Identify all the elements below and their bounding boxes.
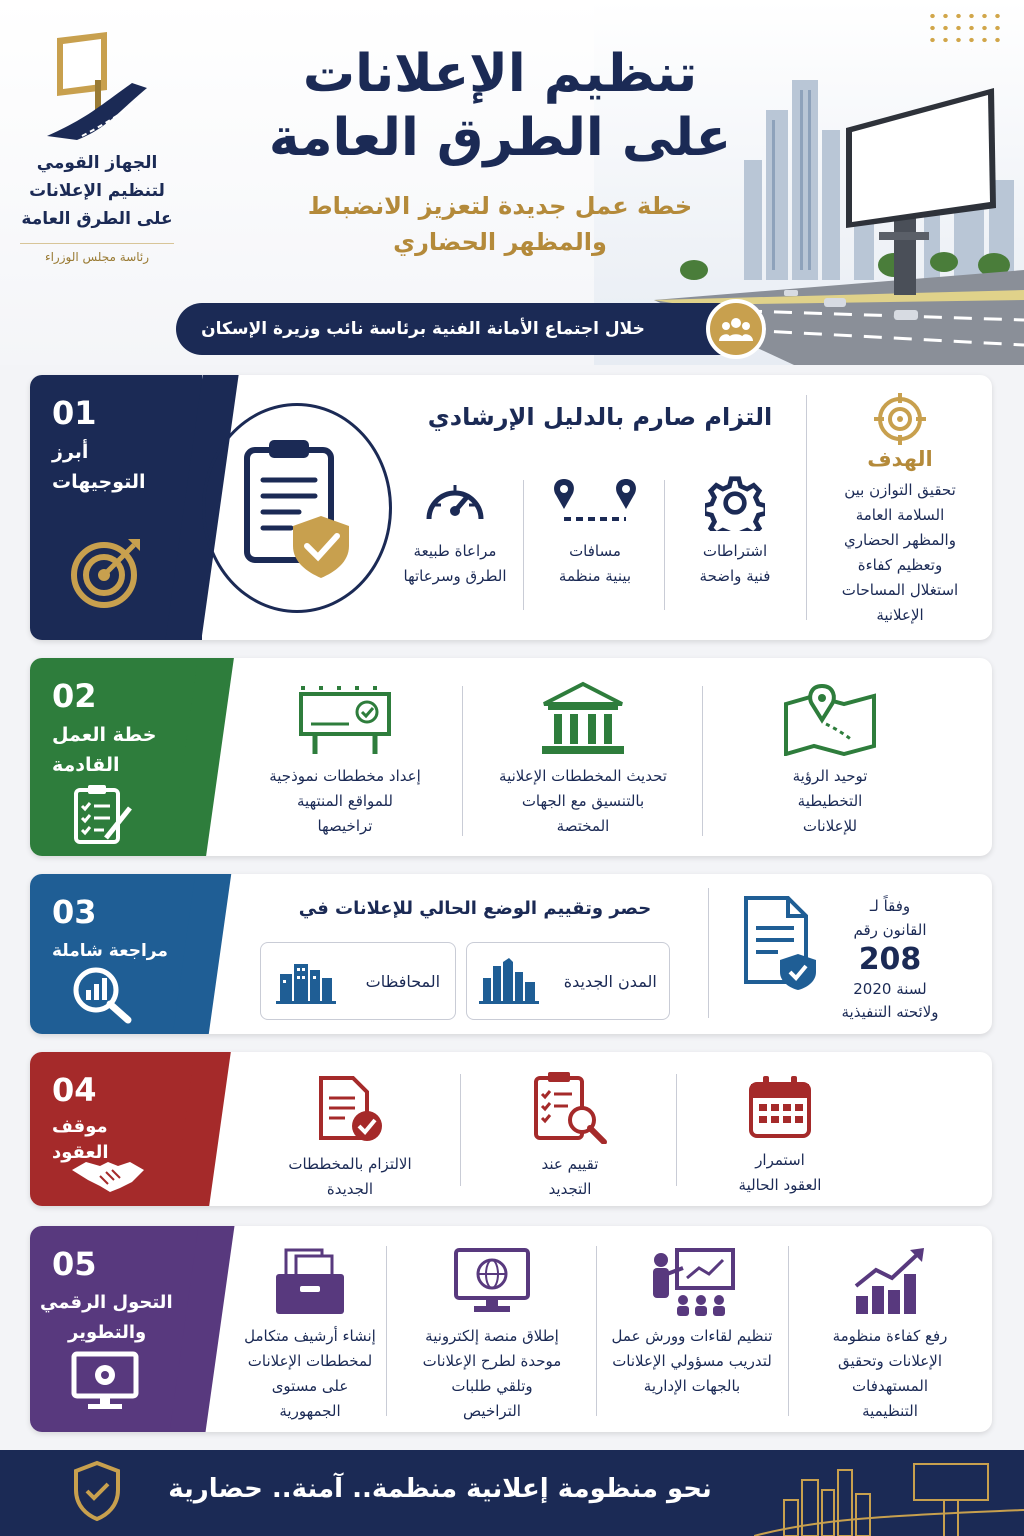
guideline-item-line-1: مسافات bbox=[569, 542, 621, 560]
title-block bbox=[230, 42, 770, 260]
billboard-road-emblem-icon bbox=[37, 28, 157, 143]
divider bbox=[386, 1246, 387, 1416]
plan-item-line: المختصة bbox=[556, 817, 610, 835]
contract-item-line: التجديد bbox=[548, 1180, 592, 1198]
main-title-line-1: تنظيم الإعلانات bbox=[302, 44, 698, 104]
law-line-1: وفقاً لـ bbox=[869, 897, 911, 915]
digital-item-line: لمخططات الإعلانات bbox=[247, 1352, 373, 1370]
plan-item-model-layouts bbox=[230, 684, 460, 839]
section-number: 04 bbox=[52, 1071, 97, 1109]
meeting-text: خلال اجتماع الأمانة الفنية برئاسة نائب وزيرة الإسكان bbox=[201, 319, 645, 339]
divider bbox=[462, 686, 463, 836]
map-pins-distance-icon bbox=[550, 475, 640, 531]
organization-logo bbox=[20, 28, 174, 264]
section-label-line-1: أبرز bbox=[52, 441, 89, 463]
plan-item-line: بالتنسيق مع الجهات bbox=[521, 792, 645, 810]
section-heading: التزام صارم بالدليل الإرشادي bbox=[427, 403, 773, 431]
section-label: مراجعة شاملة bbox=[52, 941, 168, 961]
digital-item-line: لتدريب مسؤولي الإعلانات bbox=[612, 1352, 772, 1370]
review-heading: حصر وتقييم الوضع الحالي للإعلانات في bbox=[298, 898, 652, 919]
guideline-item-line-2: بينية منظمة bbox=[558, 567, 632, 585]
divider bbox=[460, 1074, 461, 1186]
digital-item-line: رفع كفاءة منظومة bbox=[832, 1327, 948, 1345]
plan-item-line: للإعلانات bbox=[802, 817, 858, 835]
section-label-line-2: التوجيهات bbox=[52, 471, 146, 493]
guideline-item-line-2: فنية واضحة bbox=[699, 567, 771, 585]
footer-slogan: نحو منظومة إعلانية منظمة.. آمنة.. حضارية bbox=[168, 1474, 712, 1504]
digital-item-efficiency bbox=[800, 1246, 980, 1424]
document-shield-icon bbox=[742, 894, 818, 990]
billboard-check-icon bbox=[295, 684, 395, 756]
document-check-icon bbox=[315, 1074, 385, 1144]
city-buildings-icon bbox=[276, 958, 336, 1004]
section-label-line-1: التحول الرقمي bbox=[40, 1292, 173, 1313]
divider bbox=[702, 686, 703, 836]
law-number: 208 bbox=[858, 942, 922, 977]
goal-title: الهدف bbox=[867, 447, 933, 471]
digital-item-line: الجمهورية bbox=[279, 1402, 341, 1420]
section-number: 05 bbox=[52, 1245, 97, 1283]
digital-item-line: تنظيم لقاءات وورش عمل bbox=[611, 1327, 773, 1345]
guideline-item-road-speed bbox=[390, 475, 520, 589]
plan-item-line: التخطيطية bbox=[797, 792, 863, 810]
plan-item-line: إعداد مخططات نموذجية bbox=[269, 767, 421, 785]
guideline-item-technical bbox=[670, 475, 800, 589]
header bbox=[0, 0, 1024, 365]
digital-item-line: الإعلانات وتحقيق bbox=[838, 1352, 942, 1370]
law-reference bbox=[820, 894, 960, 1024]
logo-line-3: على الطرق العامة bbox=[21, 209, 173, 229]
divider bbox=[788, 1246, 789, 1416]
contract-item-line: تقييم عند bbox=[541, 1155, 599, 1173]
clipboard-magnifier-icon bbox=[532, 1070, 608, 1144]
calendar-icon bbox=[747, 1074, 813, 1140]
group-people-icon bbox=[706, 299, 766, 359]
digital-item-line: إنشاء أرشيف متكامل bbox=[244, 1327, 376, 1345]
section-action-plan bbox=[30, 658, 992, 856]
law-line-3: لسنة 2020 bbox=[853, 980, 927, 998]
section-comprehensive-review bbox=[30, 874, 992, 1034]
logo-line-1: الجهاز القومي bbox=[36, 153, 158, 173]
section-3-tab bbox=[30, 874, 202, 1034]
subtitle-line-2: والمظهر الحضاري bbox=[393, 228, 607, 256]
growth-chart-icon bbox=[850, 1246, 930, 1316]
section-digital-transformation bbox=[30, 1226, 992, 1432]
section-number: 03 bbox=[52, 893, 97, 931]
section-4-tab bbox=[30, 1052, 202, 1206]
digital-item-line: التنظيمية bbox=[862, 1402, 918, 1420]
contract-item-line: العقود الحالية bbox=[738, 1176, 822, 1194]
goal-block bbox=[820, 393, 980, 628]
digital-item-line: المستهدفات bbox=[852, 1377, 928, 1395]
magnifier-chart-icon bbox=[70, 964, 134, 1024]
goal-line: والمظهر الحضاري bbox=[844, 531, 956, 549]
section-label-line-2: العقود bbox=[52, 1142, 109, 1163]
section-1-tab bbox=[30, 375, 202, 640]
clipboard-circle bbox=[202, 403, 392, 613]
handshake-icon bbox=[70, 1156, 146, 1194]
digital-item-line: على مستوى bbox=[271, 1377, 349, 1395]
archive-folders-icon bbox=[272, 1246, 348, 1316]
guideline-item-line-2: الطرق وسرعاتها bbox=[403, 567, 507, 585]
goal-line: استغلال المساحات bbox=[841, 581, 959, 599]
guideline-item-line-1: مراعاة طبيعة bbox=[413, 542, 497, 560]
review-box-label: المدن الجديدة bbox=[563, 971, 657, 991]
map-location-icon bbox=[782, 684, 878, 756]
divider bbox=[664, 480, 665, 610]
digital-item-line: التراخيص bbox=[463, 1402, 521, 1420]
goal-line: الإعلانية bbox=[876, 606, 924, 624]
divider bbox=[523, 480, 524, 610]
crosshair-target-icon bbox=[874, 393, 926, 445]
divider bbox=[676, 1074, 677, 1186]
logo-caption: رئاسة مجلس الوزراء bbox=[20, 243, 174, 264]
contract-item-line: الالتزام بالمخططات bbox=[288, 1155, 412, 1173]
target-arrow-icon bbox=[70, 535, 144, 609]
monitor-globe-icon bbox=[452, 1246, 532, 1316]
section-label-line-2: والتطوير bbox=[68, 1322, 147, 1343]
law-line-4: ولائحته التنفيذية bbox=[841, 1003, 939, 1021]
review-box-governorates bbox=[260, 942, 456, 1020]
section-label-line-1: موقف bbox=[52, 1116, 108, 1137]
section-guidelines bbox=[30, 375, 992, 640]
contract-item-continuation bbox=[690, 1074, 870, 1198]
monitor-gear-icon bbox=[70, 1350, 140, 1412]
goal-line: وتعظيم كفاءة bbox=[857, 556, 943, 574]
section-number: 02 bbox=[52, 677, 97, 715]
contract-item-line: الجديدة bbox=[326, 1180, 374, 1198]
shield-check-icon bbox=[72, 1460, 122, 1522]
plan-item-line: تراخيصها bbox=[317, 817, 373, 835]
gear-icon bbox=[705, 475, 765, 531]
city-billboard-outline-icon bbox=[754, 1450, 1024, 1536]
digital-item-archive bbox=[210, 1246, 410, 1424]
skyscrapers-icon bbox=[479, 958, 539, 1004]
divider bbox=[806, 395, 807, 620]
contract-item-commitment bbox=[240, 1074, 460, 1202]
section-2-tab bbox=[30, 658, 202, 856]
digital-item-workshops bbox=[598, 1246, 786, 1399]
plan-item-line: تحديث المخططات الإعلانية bbox=[499, 767, 667, 785]
section-5-tab bbox=[30, 1226, 202, 1432]
section-number: 01 bbox=[52, 394, 97, 432]
section-label-line-2: القادمة bbox=[52, 754, 120, 776]
digital-item-line: بالجهات الإدارية bbox=[643, 1377, 741, 1395]
plan-item-update-layouts bbox=[468, 680, 698, 839]
goal-line: السلامة العامة bbox=[855, 506, 945, 524]
law-line-2: القانون رقم bbox=[853, 921, 927, 939]
review-box-label: المحافظات bbox=[365, 971, 441, 991]
section-label-line-1: خطة العمل bbox=[52, 724, 157, 746]
section-contracts bbox=[30, 1052, 992, 1206]
guideline-item-line-1: اشتراطات bbox=[702, 542, 768, 560]
review-box-new-cities bbox=[466, 942, 670, 1020]
logo-line-2: لتنظيم الإعلانات bbox=[29, 181, 165, 201]
plan-item-line: للمواقع المنتهية bbox=[297, 792, 393, 810]
subtitle-line-1: خطة عمل جديدة لتعزيز الانضباط bbox=[307, 192, 693, 220]
divider bbox=[708, 888, 709, 1018]
footer bbox=[0, 1450, 1024, 1536]
guideline-item-spacing bbox=[530, 475, 660, 589]
plan-item-unify-vision bbox=[720, 684, 940, 839]
clipboard-checklist-icon bbox=[70, 782, 134, 846]
digital-item-platform bbox=[392, 1246, 592, 1424]
presentation-training-icon bbox=[647, 1246, 737, 1316]
government-building-icon bbox=[538, 680, 628, 756]
clipboard-shield-icon bbox=[239, 434, 359, 584]
speedometer-icon bbox=[423, 475, 487, 531]
divider bbox=[596, 1246, 597, 1416]
plan-item-line: توحيد الرؤية bbox=[792, 767, 868, 785]
meeting-banner bbox=[176, 303, 766, 355]
contract-item-line: استمرار bbox=[755, 1151, 805, 1169]
digital-item-line: وتلقي طلبات bbox=[451, 1377, 533, 1395]
main-title-line-2: على الطرق العامة bbox=[268, 108, 732, 168]
goal-line: تحقيق التوازن بين bbox=[844, 481, 956, 499]
digital-item-line: إطلاق منصة إلكترونية bbox=[425, 1327, 559, 1345]
contract-item-evaluation bbox=[470, 1070, 670, 1202]
decorative-dots bbox=[926, 10, 1006, 50]
digital-item-line: موحدة لطرح الإعلانات bbox=[422, 1352, 562, 1370]
